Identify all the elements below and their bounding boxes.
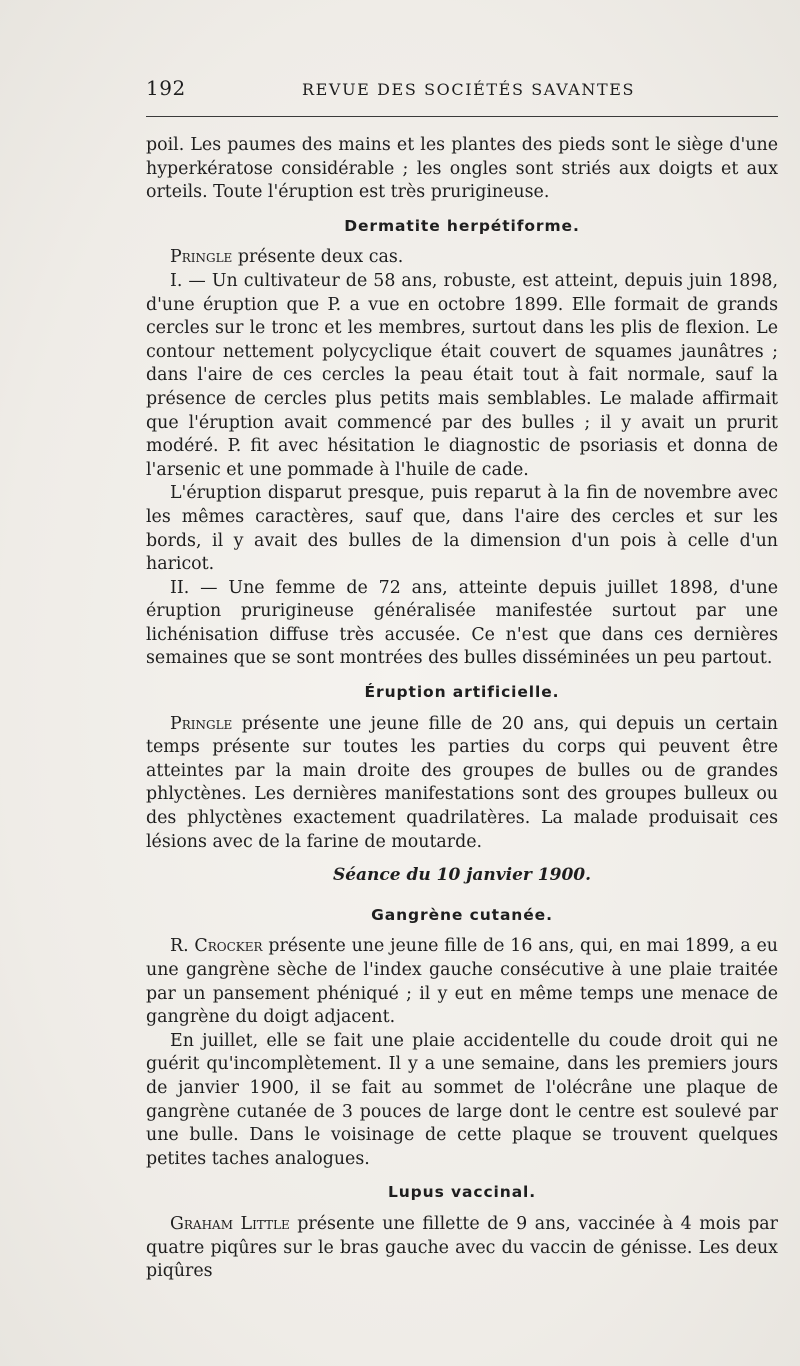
main-text [146,134,778,1284]
journal-title: REVUE DES SOCIÉTÉS SAVANTES [302,80,636,99]
paragraph [146,713,778,855]
author-name: R. Crocker [170,936,263,957]
paragraph: poil. Les paumes des mains et les plantes des pieds sont le siège d'une hyperkératose considérable ; les ongles sont striés aux doigts et aux orteils. Toute l'éruption est très prurigineuse. [146,135,778,203]
paragraph-text: présente une jeune fille de 16 ans, qui, en mai 1899, a eu une gangrène sèche de l'index gauche consécutive à une plaie traitée par un pansement phéniqué ; il y eut en même temps une menace de gangrène du doigt adjacent. [146,936,778,1028]
paragraph: L'éruption disparut presque, puis reparut à la fin de novembre avec les mêmes caractères, sauf que, dans l'aire des cercles et sur les bords, il y avait des bulles de la dimension d'un pois à celle d'un haricot. [146,483,778,575]
section-heading: Éruption artificielle. [364,683,560,702]
author-name: Graham Little [170,1213,290,1234]
page-number: 192 [146,76,186,100]
running-head [146,76,776,106]
paragraph-text: présente deux cas. [232,247,404,268]
paragraph [146,935,778,1029]
paragraph: I. — Un cultivateur de 58 ans, robuste, est atteint, depuis juin 1898, d'une éruption que P. a vue en octobre 1899. Elle formait de grands cercles sur le tronc et les membres, surtout dans les plis de flexion. Le contour nettement polycyclique était couvert de squames jaunâtres ; dans l'aire de ces cercles la peau était tout à fait normale, sauf la présence de cercles plus petits mais semblables. Le malade affirmait que l'éruption avait commencé par des bulles ; il y avait un prurit modéré. P. fit avec hésitation le diagnostic de psoriasis et donna de l'arsenic et une pommade à l'huile de cade. [146,270,778,480]
author-name: Pringle [170,713,233,734]
paragraph-text: présente une jeune fille de 20 ans, qui depuis un certain temps présente sur toutes les parties du corps qui peuvent être atteintes par la main droite des groupes de bulles ou de grandes phlyctènes. Les dernières manifestations sont des groupes bulleux ou des phlyctènes exactement quadrilatères. La malade produisait ces lésions avec de la farine de moutarde. [146,713,778,852]
section-heading: Gangrène cutanée. [371,905,553,924]
paragraph-text: présente une fillette de 9 ans, vaccinée à 4 mois par quatre piqûres sur le bras gauche avec du vaccin de génisse. Les deux piqûres [146,1213,778,1282]
paragraph [146,1213,778,1284]
session-heading: Séance du 10 janvier 1900. [332,865,592,886]
author-name: Pringle [170,247,233,268]
paragraph: En juillet, elle se fait une plaie accidentelle du coude droit qui ne guérit qu'incomplètement. Il y a une semaine, dans les premiers jours de janvier 1900, il se fait au sommet de l'olécrâne une plaque de gangrène cutanée de 3 pouces de large dont le centre est soulevé par une bulle. Dans le voisinage de cette plaque se trouvent quelques petites taches analogues. [146,1030,778,1169]
section-heading: Dermatite herpétiforme. [344,216,580,235]
header-rule [146,116,778,117]
paragraph [146,246,778,270]
section-heading: Lupus vaccinal. [387,1183,537,1202]
paragraph: II. — Une femme de 72 ans, atteinte depuis juillet 1898, d'une éruption prurigineuse généralisée manifestée surtout par une lichénisation diffuse très accusée. Ce n'est que dans ces dernières semaines que se sont montrées des bulles disséminées un peu partout. [146,577,778,669]
